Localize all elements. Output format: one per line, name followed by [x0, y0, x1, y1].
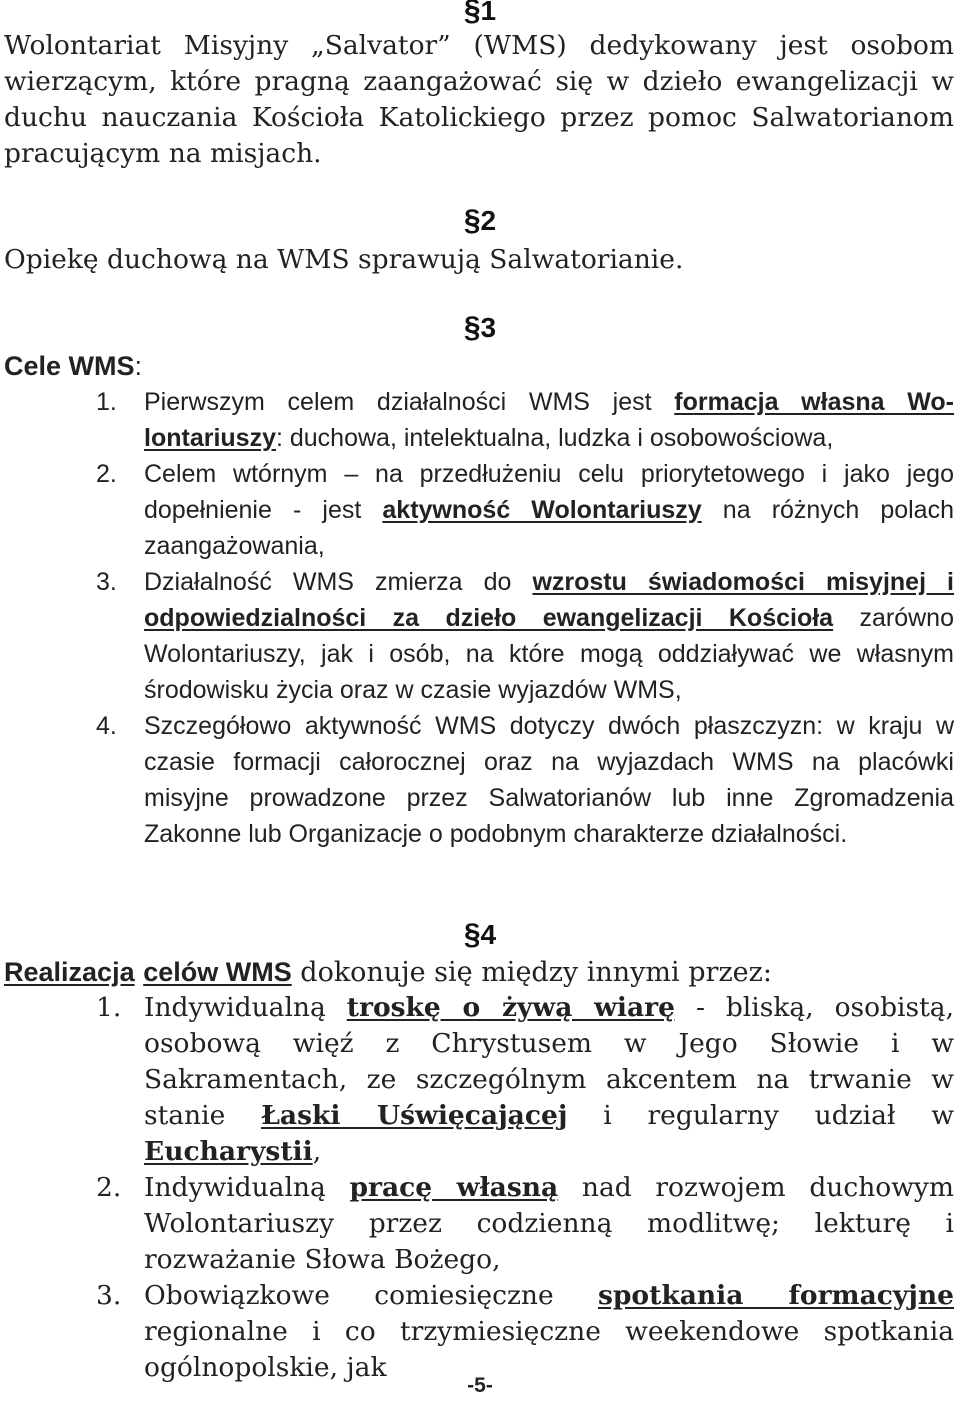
- goals-item-4: [0, 708, 954, 852]
- realization-list: [0, 990, 954, 1386]
- realization-heading: [4, 954, 772, 991]
- goals-heading-label: Cele WMS: [4, 351, 135, 381]
- goals-list: [0, 384, 954, 852]
- page-number: -5-: [467, 1374, 493, 1397]
- section-number: 1: [480, 0, 497, 26]
- item-emphasis: pracę własną: [349, 1172, 559, 1203]
- goals-item-2: [0, 456, 954, 564]
- section-2-heading: [0, 204, 960, 238]
- item-text: Indywidualną: [144, 992, 347, 1023]
- realization-item-1: [0, 990, 954, 1170]
- item-text: na różnych polach zaangażowania,: [144, 496, 954, 560]
- realization-heading-word: Realizacja: [4, 957, 135, 987]
- item-text: Obowiązkowe comiesięczne: [144, 1280, 598, 1311]
- item-emphasis: troskę o żywą wiarę: [346, 992, 675, 1023]
- item-emphasis: aktywność Wolontariuszy: [382, 496, 702, 524]
- item-number: 2.: [96, 460, 117, 488]
- realization-item-3: [0, 1278, 954, 1386]
- realization-item-2: [0, 1170, 954, 1278]
- section-mark: §: [463, 0, 481, 27]
- goals-item-3: [0, 564, 954, 708]
- goals-heading: [4, 348, 142, 385]
- item-number: 1.: [96, 388, 117, 416]
- section-mark: §: [463, 918, 481, 951]
- item-text: Działalność WMS zmierza do: [144, 568, 533, 596]
- item-text: Pierwszym celem działalności WMS jest: [144, 388, 675, 416]
- section-mark: §: [463, 204, 481, 237]
- section-4-heading: [0, 918, 960, 952]
- item-text: regionalne i co trzymiesięczne weekendowe spotkania ogólnopolskie, jak: [144, 1316, 954, 1383]
- item-text: nad rozwojem duchowym Wolontariuszy przez codzienną modlitwę; lekturę i rozważanie Słowa Bożego,: [144, 1172, 955, 1275]
- item-number: 3.: [96, 568, 117, 596]
- section-number: 3: [480, 312, 497, 343]
- section-number: 2: [480, 205, 497, 236]
- paragraph-1: Wolontariat Misyjny „Salvator” (WMS) dedykowany jest osobom wierzącym, które pragną zaangażować się w dzieło ewangelizacji w duchu nauczania Kościoła Katolickiego przez pomoc Salwatorianom pracującym na misjach.: [4, 30, 954, 169]
- section-number: 4: [480, 919, 497, 950]
- goals-heading-colon: :: [134, 351, 143, 381]
- item-number: 3.: [96, 1280, 122, 1311]
- item-text: i regularny udział w: [567, 1100, 954, 1131]
- realization-heading-words: celów WMS: [143, 957, 292, 987]
- goals-item-1: [0, 384, 954, 456]
- paragraph-2: Opiekę duchową na WMS sprawują Salwatorianie.: [4, 244, 684, 275]
- item-emphasis: wzrostu świadomości misyjnej i odpowiedzialności za dzieło ewangelizacji Kościoła: [144, 568, 955, 632]
- section-mark: §: [463, 311, 481, 344]
- item-text: Indywidualną: [144, 1172, 350, 1203]
- item-emphasis: spotkania formacyjne: [597, 1280, 955, 1311]
- item-number: 4.: [96, 712, 117, 740]
- item-emphasis: formacja własna Wolontariuszy: [144, 388, 954, 452]
- item-emphasis: Eucharystii: [144, 1136, 313, 1167]
- item-number: 1.: [96, 992, 122, 1023]
- section-3-heading: [0, 311, 960, 345]
- item-text: ,: [312, 1136, 322, 1167]
- item-emphasis: Łaski Uświęcającej: [261, 1100, 568, 1131]
- realization-heading-rest: dokonuje się między innymi przez:: [291, 957, 772, 988]
- item-text: - bliską, osobistą, osobową więź z Chrystusem w Jego Słowie i w Sakramentach, ze szczególnym akcentem na trwanie w stanie: [144, 992, 955, 1131]
- item-text: : duchowa, intelektualna, ludzka i osobowościowa,: [275, 424, 834, 452]
- item-text: zarówno Wolontariuszy, jak i osób, na które mogą oddziaływać we własnym środowisku życia oraz w czasie wyjazdów WMS,: [144, 604, 954, 704]
- item-number: 2.: [96, 1172, 122, 1203]
- section-1-heading: [0, 0, 960, 28]
- item-text: Celem wtórnym – na przedłużeniu celu priorytetowego i jako jego dopełnienie - jest: [144, 460, 954, 524]
- item-text: Szczegółowo aktywność WMS dotyczy dwóch płaszczyzn: w kraju w czasie formacji całorocznej oraz na wyjazdach WMS na placówki misyjne prowadzone przez Salwatorianów lub inne Zgromadzenia Zakonne lub Organizacje o podobnym charakterze działalności.: [144, 712, 954, 848]
